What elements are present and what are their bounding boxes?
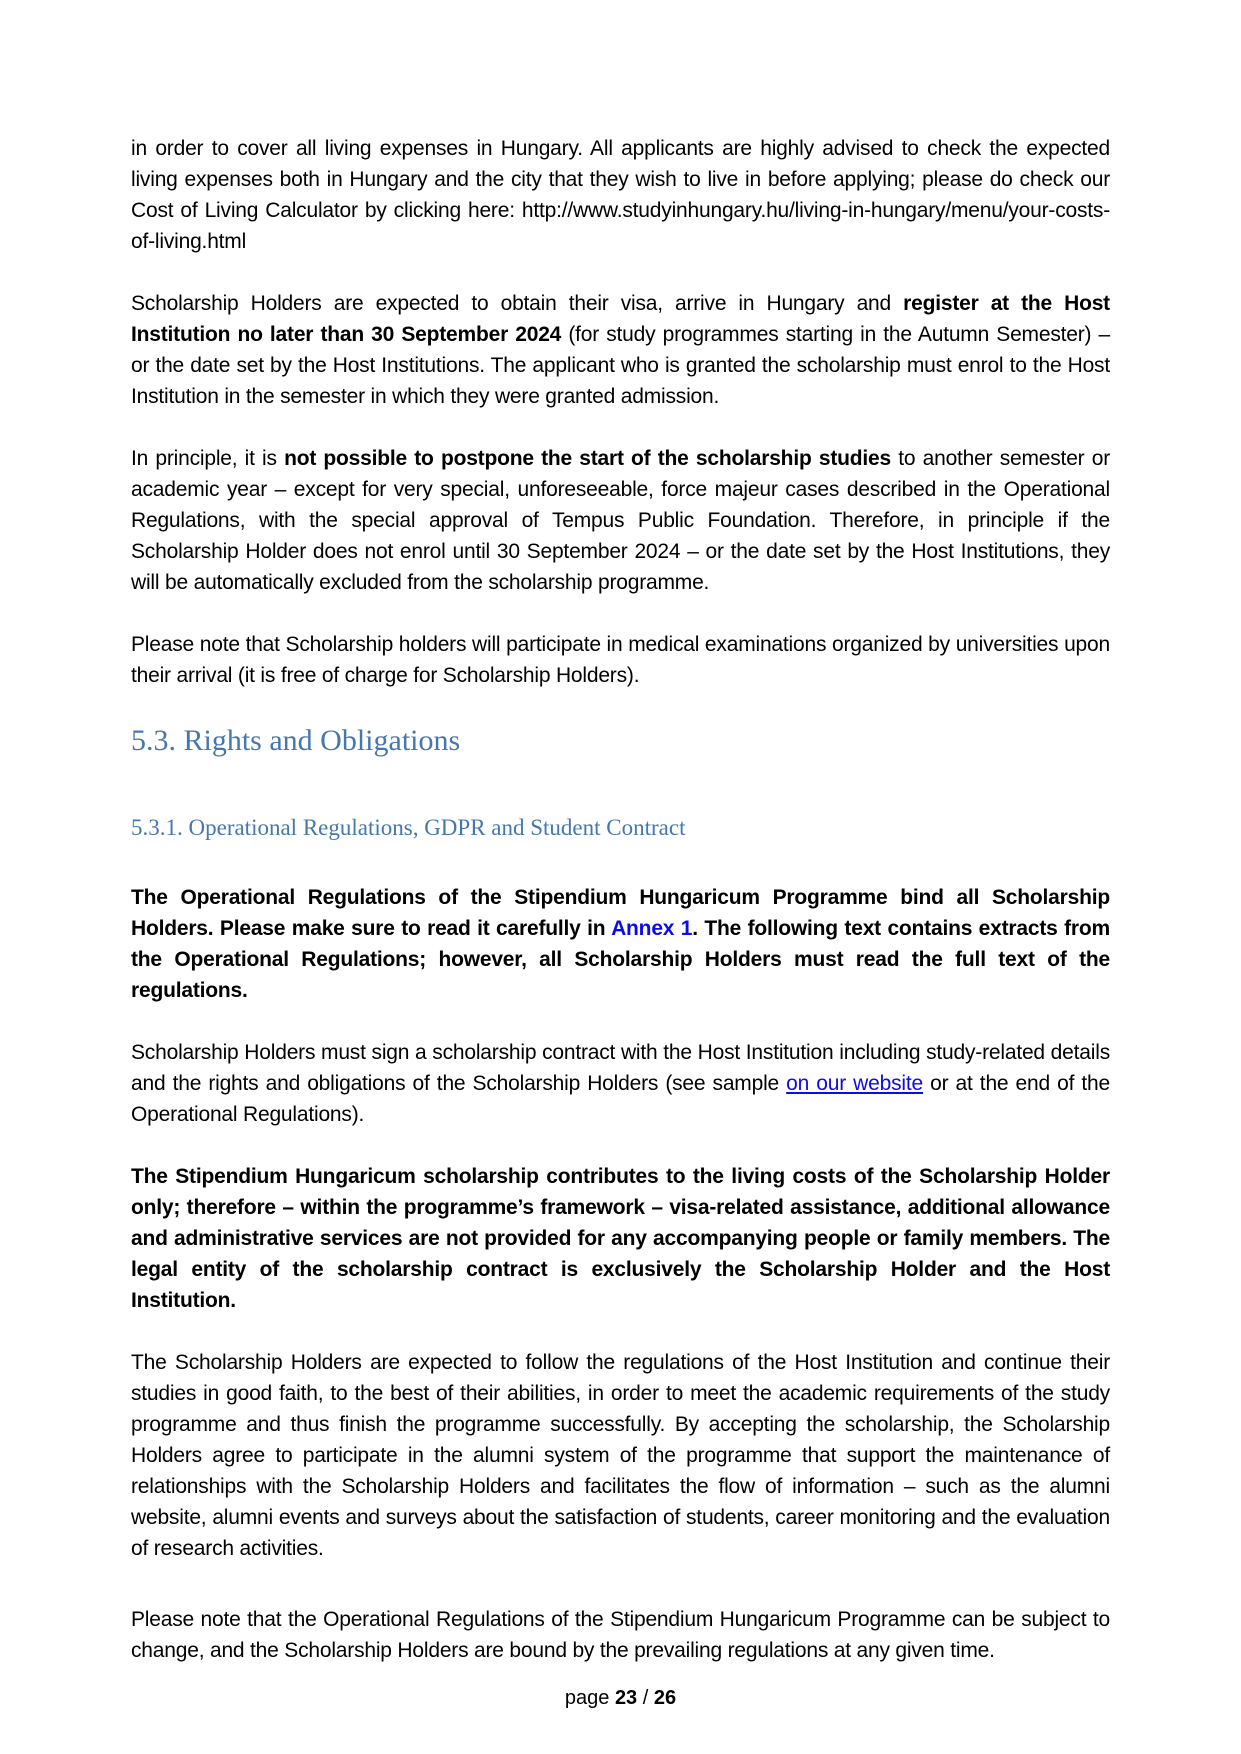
section-heading-rights-obligations bbox=[131, 724, 1110, 758]
footer-page-label: page bbox=[564, 1687, 615, 1709]
document-content bbox=[131, 133, 1110, 1666]
text-segment: to another semester or academic year – except for very special, unforeseeable, force majeur cases described in the Operational Regulations, with the special approval of Tempus Public Foundation. Therefore, in principle if the Scholarship Holder does not enrol until 30 September 2024 – or the date set by the Host Institutions, they will be automatically excluded from the scholarship programme. bbox=[131, 447, 1111, 594]
text-segment: Scholarship Holders are expected to obtain their visa, arrive in Hungary and bbox=[131, 292, 904, 315]
website-link[interactable]: on our website bbox=[786, 1072, 923, 1095]
paragraph-operational-regulations bbox=[131, 882, 1110, 1006]
text-segment: register at the Host Institution no later than 30 September 2024 bbox=[131, 292, 1110, 346]
text-segment: . The following text contains extracts from the Operational Regulations; however, all Scholarship Holders must read the full text of the regulations. bbox=[131, 917, 1110, 1002]
footer-page-total: 26 bbox=[653, 1687, 677, 1709]
text-segment: or at the end of the Operational Regulations). bbox=[131, 1072, 1110, 1126]
paragraph-visa-registration bbox=[131, 288, 1110, 412]
text-segment: Please note that the Operational Regulations of the Stipendium Hungaricum Programme can be subject to change, and the Scholarship Holders are bound by the prevailing regulations at any given time. bbox=[131, 1608, 1110, 1662]
page-footer bbox=[0, 1684, 1241, 1712]
footer-page-number: 23 bbox=[614, 1687, 638, 1709]
paragraph-cost-of-living bbox=[131, 133, 1110, 257]
paragraph-follow-regulations bbox=[131, 1347, 1110, 1564]
subsection-heading-operational-regulations bbox=[131, 814, 1110, 842]
text-segment: The Operational Regulations of the Stipendium Hungaricum Programme bind all Scholarship Holders. Please make sure to read it carefully in bbox=[131, 886, 1110, 940]
footer-page-separator: / bbox=[637, 1687, 654, 1709]
text-segment: 5.3.1. Operational Regulations, GDPR and Student Contract bbox=[131, 815, 686, 840]
text-segment: not possible to postpone the start of the scholarship studies bbox=[284, 447, 891, 470]
text-segment: in order to cover all living expenses in Hungary. All applicants are highly advised to check the expected living expenses both in Hungary and the city that they wish to live in before applying; please do check our Cost of Living Calculator by clicking here: http://www.studyinhungary.hu/living-in-hungary/menu/your-costs-of-living.html bbox=[131, 137, 1110, 253]
text-segment: The Scholarship Holders are expected to follow the regulations of the Host Institution and continue their studies in good faith, to the best of their abilities, in order to meet the academic requirements of the study programme and thus finish the programme successfully. By accepting the scholarship, the Scholarship Holders agree to participate in the alumni system of the programme that support the maintenance of relationships with the Scholarship Holders and facilitates the flow of information – such as the alumni website, alumni events and surveys about the satisfaction of students, career monitoring and the evaluation of research activities. bbox=[131, 1351, 1110, 1560]
text-segment: 5.3. Rights and Obligations bbox=[131, 724, 461, 757]
paragraph-regulations-change bbox=[131, 1604, 1110, 1666]
paragraph-scholarship-contract bbox=[131, 1037, 1110, 1130]
text-segment: In principle, it is bbox=[131, 447, 285, 470]
text-segment: Scholarship Holders must sign a scholarship contract with the Host Institution including study-related details and the rights and obligations of the Scholarship Holders (see sample bbox=[131, 1041, 1110, 1095]
annex-1-link[interactable]: Annex 1 bbox=[611, 917, 693, 940]
paragraph-no-postpone bbox=[131, 443, 1110, 598]
paragraph-medical-examinations bbox=[131, 629, 1110, 691]
paragraph-living-costs bbox=[131, 1161, 1110, 1316]
text-segment: The Stipendium Hungaricum scholarship contributes to the living costs of the Scholarship Holder only; therefore – within the programme’s framework – visa-related assistance, additional allowance and administrative services are not provided for any accompanying people or family members. The legal entity of the scholarship contract is exclusively the Scholarship Holder and the Host Institution. bbox=[131, 1165, 1110, 1312]
text-segment: Please note that Scholarship holders will participate in medical examinations organized by universities upon their arrival (it is free of charge for Scholarship Holders). bbox=[131, 633, 1110, 687]
text-segment: (for study programmes starting in the Autumn Semester) – or the date set by the Host Institutions. The applicant who is granted the scholarship must enrol to the Host Institution in the semester in which they were granted admission. bbox=[131, 323, 1110, 408]
